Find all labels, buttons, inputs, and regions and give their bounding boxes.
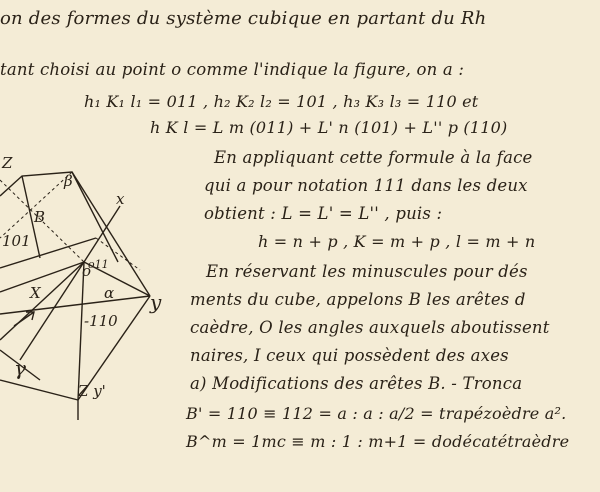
label-o11: o11 [88, 258, 109, 271]
label-x: x [116, 190, 125, 208]
label-gamma: γ [14, 356, 26, 380]
label-z: Z [2, 154, 13, 172]
text-line-15: B^m = 1mc ≡ m : 1 : m+1 = dodécatétraèdre [186, 432, 570, 451]
label-110: -110 [84, 312, 118, 330]
text-line-4: h K l = L m (011) + L' n (101) + L'' p (110) [150, 118, 508, 137]
label-X: X [30, 284, 41, 302]
label-alpha: α [104, 284, 115, 302]
text-line-2: tant choisi au point o comme l'indique la figure, on a : [0, 60, 465, 79]
diagram-edge [0, 380, 78, 400]
label-o: o [82, 262, 92, 280]
label-101: 101 [2, 232, 31, 250]
text-line-14: B' = 110 ≡ 112 = a : a : a/2 = trapézoèdre a². [186, 404, 567, 423]
diagram-edge [78, 262, 84, 400]
text-line-10: ments du cube, appelons B les arêtes d [190, 290, 526, 309]
text-line-11: caèdre, O les angles auxquels aboutissent [190, 318, 550, 337]
diagram-edge [84, 206, 120, 262]
text-line-12: naires, I ceux qui possèdent des axes [190, 346, 509, 365]
text-line-8: h = n + p , K = m + p , l = m + n [258, 232, 536, 251]
label-zy: Z y' [78, 382, 106, 400]
diagram-edge [0, 296, 150, 314]
text-line-13: a) Modifications des arêtes B. - Tronca [190, 374, 523, 393]
text-line-1: on des formes du système cubique en partant du Rh [0, 8, 487, 29]
label-B: B [34, 208, 46, 226]
diagram-edge [0, 262, 84, 292]
text-line-6: qui a pour notation 111 dans les deux [204, 176, 528, 195]
text-line-7: obtient : L = L' = L'' , puis : [204, 204, 443, 223]
text-line-3: h₁ K₁ l₁ = 011 , h₂ K₂ l₂ = 101 , h₃ K₃ l₃ = 110 et [84, 92, 479, 111]
label-beta: β [64, 172, 73, 190]
text-line-9: En réservant les minuscules pour dés [206, 262, 528, 281]
text-line-5: En appliquant cette formule à la face [214, 148, 533, 167]
diagram-edge [0, 262, 84, 340]
label-y: y [150, 290, 162, 314]
